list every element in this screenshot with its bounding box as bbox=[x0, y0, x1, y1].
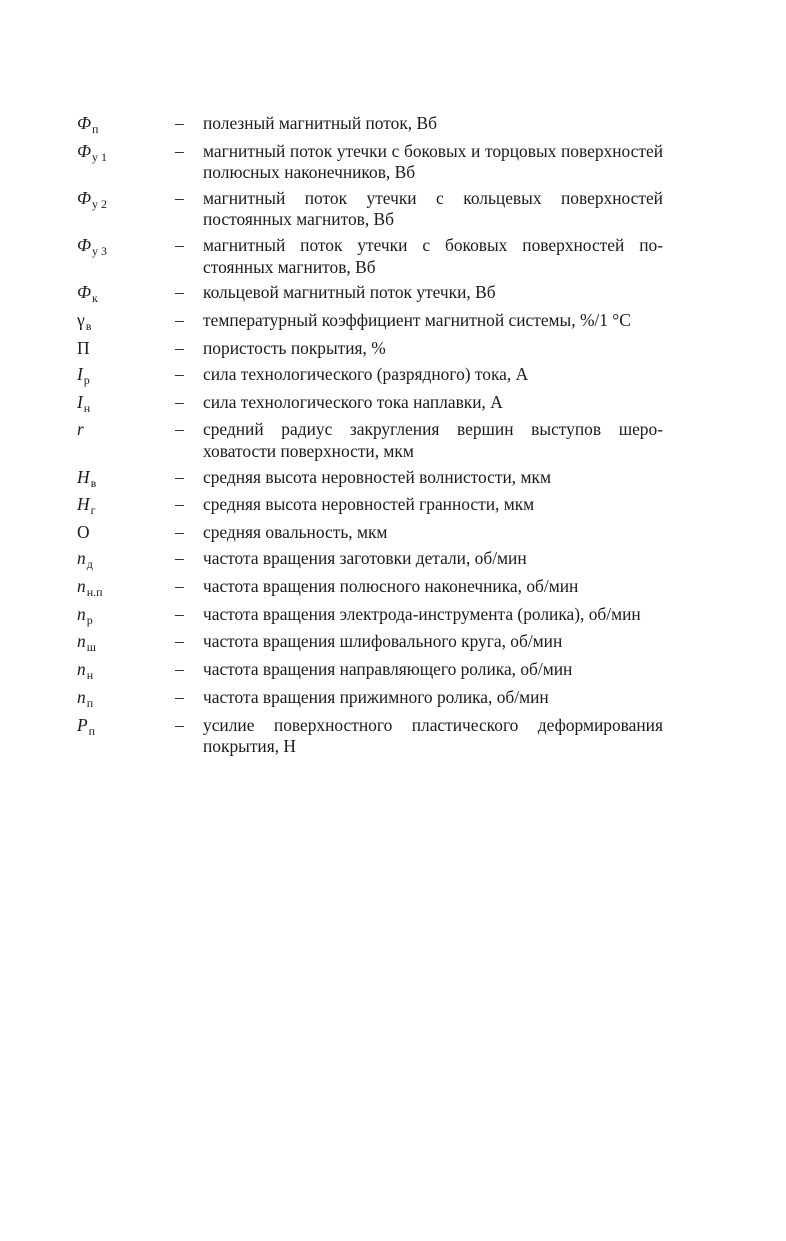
symbol-definition-list bbox=[77, 113, 663, 762]
symbol-row bbox=[77, 522, 663, 543]
symbol-description: пористость покрытия, % bbox=[203, 338, 386, 358]
symbol-description: средняя высота неровностей гранности, мкм bbox=[203, 494, 535, 515]
dash: – bbox=[175, 522, 184, 543]
dash: – bbox=[175, 466, 184, 487]
dash: – bbox=[175, 188, 184, 208]
symbol-base: H bbox=[77, 494, 90, 515]
symbol bbox=[77, 235, 175, 258]
symbol-base: r bbox=[77, 419, 84, 440]
symbol-base: n bbox=[77, 659, 86, 680]
symbol-description: частота вращения прижимного ролика, об/мин bbox=[203, 686, 549, 707]
symbol bbox=[77, 188, 175, 211]
symbol-row bbox=[77, 715, 663, 758]
symbol-row bbox=[77, 310, 663, 333]
dash: – bbox=[175, 113, 184, 133]
symbol bbox=[77, 715, 175, 738]
symbol-row bbox=[77, 188, 663, 231]
symbol-base: Ф bbox=[77, 113, 91, 133]
symbol-subscript: у 2 bbox=[92, 197, 107, 211]
symbol-row bbox=[77, 687, 663, 710]
symbol-subscript: р bbox=[86, 612, 93, 627]
symbol-subscript: у 3 bbox=[92, 244, 107, 259]
symbol-description: магнитный поток утечки с боковых и торцовых поверхностей полюсных наконечников, Вб bbox=[203, 140, 663, 183]
symbol-description: полезный магнитный поток, Вб bbox=[203, 113, 437, 133]
symbol-subscript: д bbox=[86, 556, 93, 571]
dash: – bbox=[175, 659, 184, 680]
symbol bbox=[77, 494, 175, 517]
symbol-row bbox=[77, 494, 663, 517]
symbol-row bbox=[77, 631, 663, 654]
symbol-base: О bbox=[77, 522, 90, 543]
symbol bbox=[77, 548, 175, 571]
dash: – bbox=[175, 494, 184, 515]
dash: – bbox=[175, 631, 184, 652]
symbol bbox=[77, 522, 175, 543]
symbol-subscript: п bbox=[88, 723, 96, 738]
symbol-description: сила технологического (разрядного) тока, А bbox=[203, 363, 529, 384]
symbol-base: Ф bbox=[77, 282, 91, 303]
symbol bbox=[77, 631, 175, 654]
symbol-description: магнитный поток утечки с боковых поверхностей постоянных магнитов, Вб bbox=[203, 235, 663, 277]
symbol bbox=[77, 392, 175, 415]
symbol-base: n bbox=[77, 603, 86, 624]
symbol bbox=[77, 282, 175, 305]
symbol-row bbox=[77, 235, 663, 278]
symbol-row bbox=[77, 338, 663, 359]
symbol-row bbox=[77, 604, 663, 627]
symbol-description: кольцевой магнитный поток утечки, Вб bbox=[203, 282, 496, 303]
symbol-base: n bbox=[77, 631, 86, 652]
symbol-description: усилие поверхностного пластического деформирования покрытия, Н bbox=[203, 714, 663, 757]
symbol-description: сила технологического тока наплавки, А bbox=[203, 391, 503, 412]
symbol-description: частота вращения полюсного наконечника, об/мин bbox=[203, 575, 579, 596]
symbol-subscript: н bbox=[83, 400, 91, 415]
symbol-subscript: н.п bbox=[86, 584, 103, 599]
symbol-row bbox=[77, 392, 663, 415]
symbol bbox=[77, 659, 175, 682]
symbol-base: P bbox=[77, 714, 88, 735]
symbol-base: П bbox=[77, 338, 90, 358]
symbol-subscript: к bbox=[92, 291, 98, 306]
symbol-row bbox=[77, 113, 663, 136]
symbol-base: n bbox=[77, 575, 86, 596]
symbol-description: частота вращения заготовки детали, об/мин bbox=[203, 547, 527, 568]
symbol bbox=[77, 687, 175, 710]
symbol-base: Ф bbox=[77, 140, 91, 161]
symbol-base: I bbox=[77, 363, 83, 384]
symbol-base: Ф bbox=[77, 235, 91, 256]
symbol bbox=[77, 419, 175, 440]
dash: – bbox=[175, 282, 184, 303]
dash: – bbox=[175, 547, 184, 568]
symbol-subscript: ш bbox=[86, 640, 96, 655]
dash: – bbox=[175, 363, 184, 384]
symbol-subscript: в bbox=[85, 319, 92, 334]
symbol bbox=[77, 141, 175, 164]
dash: – bbox=[175, 714, 184, 735]
symbol-subscript: п bbox=[92, 122, 99, 136]
symbol-subscript: г bbox=[90, 503, 96, 518]
symbol-description: магнитный поток утечки с кольцевых поверхностей постоянных магнитов, Вб bbox=[203, 188, 663, 230]
symbol-subscript: в bbox=[90, 475, 97, 490]
symbol-row bbox=[77, 282, 663, 305]
symbol bbox=[77, 467, 175, 490]
dash: – bbox=[175, 603, 184, 624]
dash: – bbox=[175, 235, 184, 256]
symbol-row bbox=[77, 364, 663, 387]
symbol-base: n bbox=[77, 686, 86, 707]
symbol-row bbox=[77, 576, 663, 599]
symbol-base: Ф bbox=[77, 188, 91, 208]
symbol-description: средняя овальность, мкм bbox=[203, 522, 388, 543]
symbol-row bbox=[77, 548, 663, 571]
symbol-description: средняя высота неровностей волнистости, мкм bbox=[203, 466, 551, 487]
symbol bbox=[77, 604, 175, 627]
dash: – bbox=[175, 391, 184, 412]
symbol-row bbox=[77, 141, 663, 184]
symbol bbox=[77, 364, 175, 387]
symbol-base: n bbox=[77, 547, 86, 568]
symbol bbox=[77, 310, 175, 333]
symbol-description: температурный коэффициент магнитной системы, %/1 °С bbox=[203, 310, 631, 331]
symbol bbox=[77, 338, 175, 359]
symbol bbox=[77, 113, 175, 136]
dash: – bbox=[175, 686, 184, 707]
symbol-row bbox=[77, 419, 663, 462]
symbol-base: I bbox=[77, 391, 83, 412]
symbol-subscript: н bbox=[86, 668, 94, 683]
symbol-description: частота вращения направляющего ролика, об/мин bbox=[203, 659, 573, 680]
symbol-description: средний радиус закругления вершин выступов шероховатости поверхности, мкм bbox=[203, 419, 663, 461]
symbol-subscript: п bbox=[86, 695, 94, 710]
symbol-description: частота вращения электрода-инструмента (ролика), об/мин bbox=[203, 603, 641, 624]
symbol-subscript: у 1 bbox=[92, 149, 107, 164]
dash: – bbox=[175, 419, 184, 440]
symbol-row bbox=[77, 467, 663, 490]
dash: – bbox=[175, 140, 184, 161]
dash: – bbox=[175, 310, 184, 331]
symbol-description: частота вращения шлифовального круга, об/мин bbox=[203, 631, 563, 652]
dash: – bbox=[175, 575, 184, 596]
symbol-base: γ bbox=[77, 310, 85, 331]
symbol-base: H bbox=[77, 466, 90, 487]
symbol bbox=[77, 576, 175, 599]
symbol-subscript: р bbox=[83, 372, 90, 387]
symbol-row bbox=[77, 659, 663, 682]
dash: – bbox=[175, 338, 184, 358]
